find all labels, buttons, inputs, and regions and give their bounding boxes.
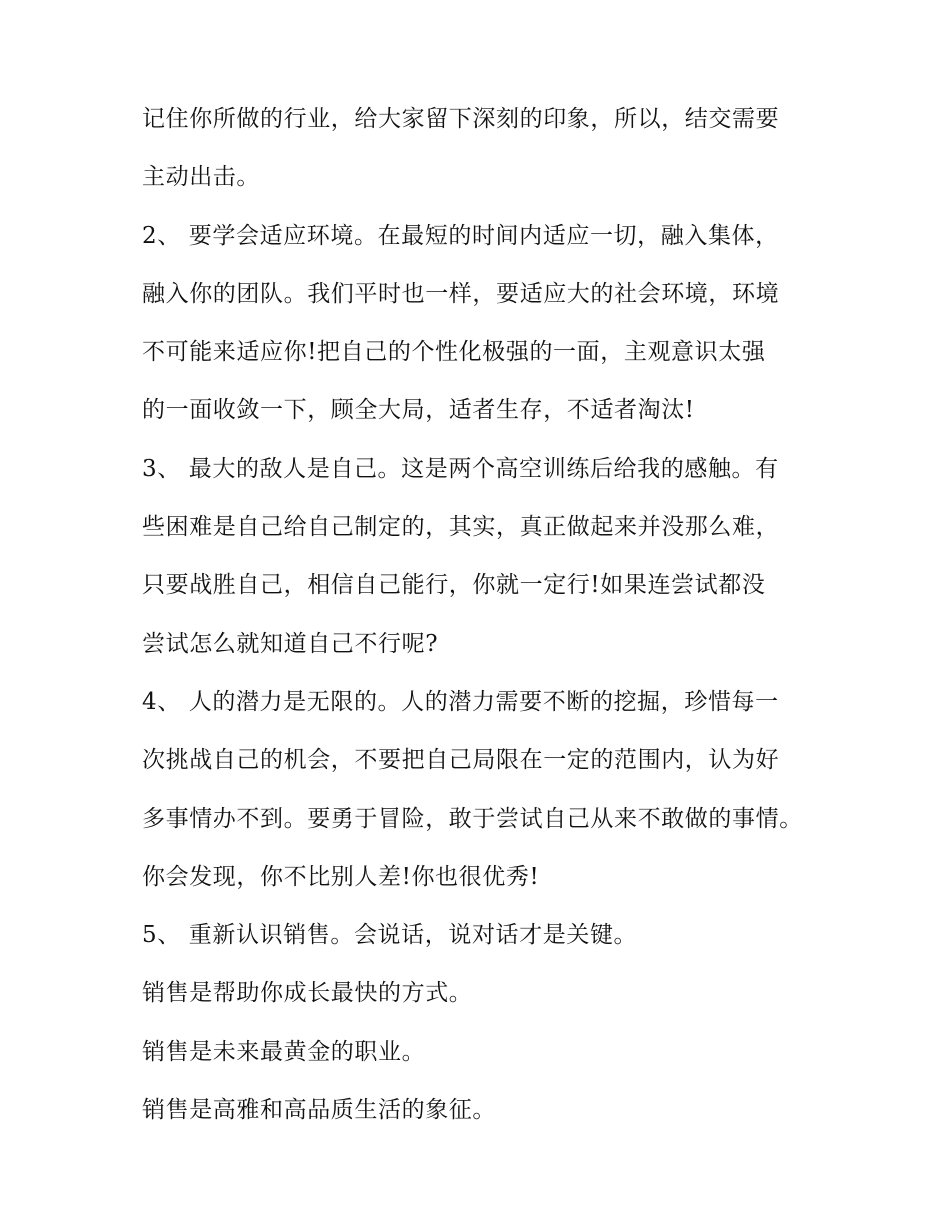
- text-line: 3、 最大的敌人是自己。这是两个高空训练后给我的感触。有: [142, 455, 779, 482]
- text-line: 的一面收敛一下，顾全大局，适者生存，不适者淘汰!: [142, 397, 695, 424]
- text-line: 尝试怎么就知道自己不行呢?: [142, 630, 439, 657]
- text-line: 次挑战自己的机会，不要把自己局限在一定的范围内，认为好: [142, 747, 780, 774]
- text-line: 多事情办不到。要勇于冒险，敢于尝试自己从来不敢做的事情。: [142, 805, 803, 832]
- text-line: 销售是帮助你成长最快的方式。: [142, 980, 473, 1007]
- text-line: 5、 重新认识销售。会说话，说对话才是关键。: [142, 922, 638, 949]
- text-line: 销售是未来最黄金的职业。: [142, 1038, 426, 1065]
- text-line: 2、 要学会适应环境。在最短的时间内适应一切，融入集体，: [142, 222, 779, 249]
- text-line: 融入你的团队。我们平时也一样，要适应大的社会环境，环境: [142, 280, 780, 307]
- text-line: 销售是高雅和高品质生活的象征。: [142, 1097, 496, 1124]
- text-line: 4、 人的潜力是无限的。人的潜力需要不断的挖掘，珍惜每一: [142, 688, 779, 715]
- document-body: [142, 108, 842, 1122]
- text-line: 你会发现，你不比别人差!你也很优秀!: [142, 863, 540, 890]
- text-line: 主动出击。: [142, 164, 260, 191]
- text-line: 记住你所做的行业，给大家留下深刻的印象，所以，结交需要: [142, 106, 780, 132]
- text-line: 不可能来适应你!把自己的个性化极强的一面，主观意识太强: [142, 339, 766, 366]
- text-line: 些困难是自己给自己制定的，其实，真正做起来并没那么难，: [142, 514, 780, 541]
- text-line: 只要战胜自己，相信自己能行，你就一定行!如果连尝试都没: [142, 572, 766, 599]
